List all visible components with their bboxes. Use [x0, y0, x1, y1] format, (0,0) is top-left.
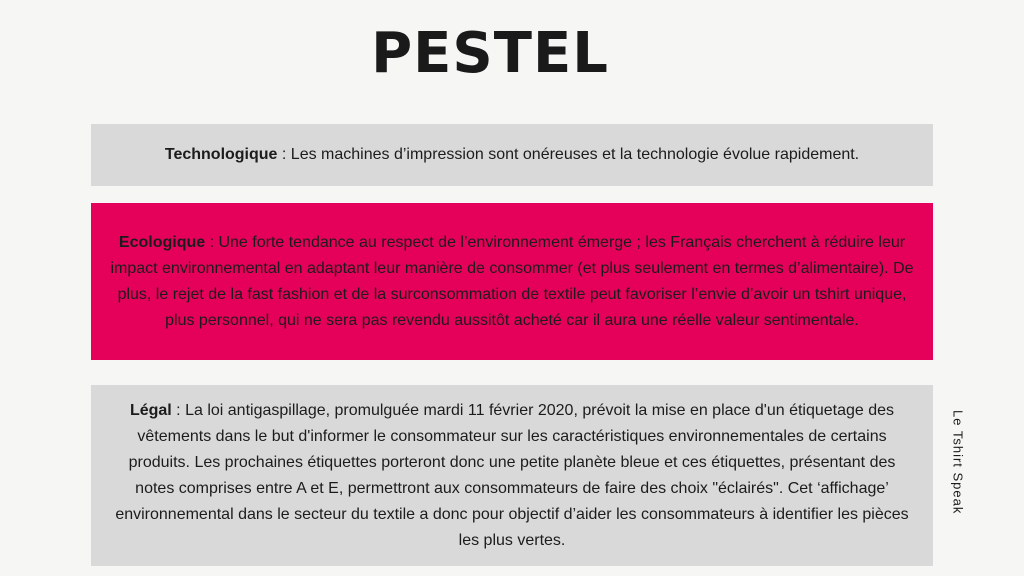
- legal-text: : La loi antigaspillage, promulguée mardi 11 février 2020, prévoit la mise en place d'un étiquetage des vêtements dans le but d'informer le consommateur sur les caractéristiques environnementales de certains produits. Les prochaines étiquettes porteront donc une petite planète bleue et ces étiquettes, présentant des notes comprises entre A et E, permettront aux consommateurs de faire des choix "éclairés". Cet ‘affichage’ environnemental dans le secteur du textile a donc pour objectif d’aider les consommateurs à identifier les pièces les plus vertes.: [115, 401, 909, 549]
- brand-side-label: Le Tshirt Speak: [950, 410, 966, 515]
- technologique-box: [91, 124, 933, 186]
- ecologique-box: [91, 203, 933, 360]
- ecologique-text: : Une forte tendance au respect de l’environnement émerge ; les Français cherchent à réduire leur impact environnemental en adaptant leur manière de consommer (et plus seulement en termes d’alimentaire). De plus, le rejet de la fast fashion et de la surconsommation de textile peut favoriser l’envie d’avoir un tshirt unique, plus personnel, qui ne sera pas revendu aussitôt acheté car il aura une réelle valeur sentimentale.: [110, 233, 914, 329]
- ecologique-label: Ecologique: [118, 233, 206, 251]
- technologique-text: : Les machines d’impression sont onéreuses et la technologie évolue rapidement.: [277, 146, 860, 163]
- legal-paragraph: [109, 398, 915, 554]
- legal-box: [91, 385, 933, 566]
- technologique-paragraph: [165, 142, 859, 168]
- page-title: PESTEL: [371, 21, 609, 86]
- ecologique-paragraph: [109, 230, 915, 334]
- technologique-label: Technologique: [164, 146, 278, 163]
- legal-label: Légal: [129, 401, 172, 419]
